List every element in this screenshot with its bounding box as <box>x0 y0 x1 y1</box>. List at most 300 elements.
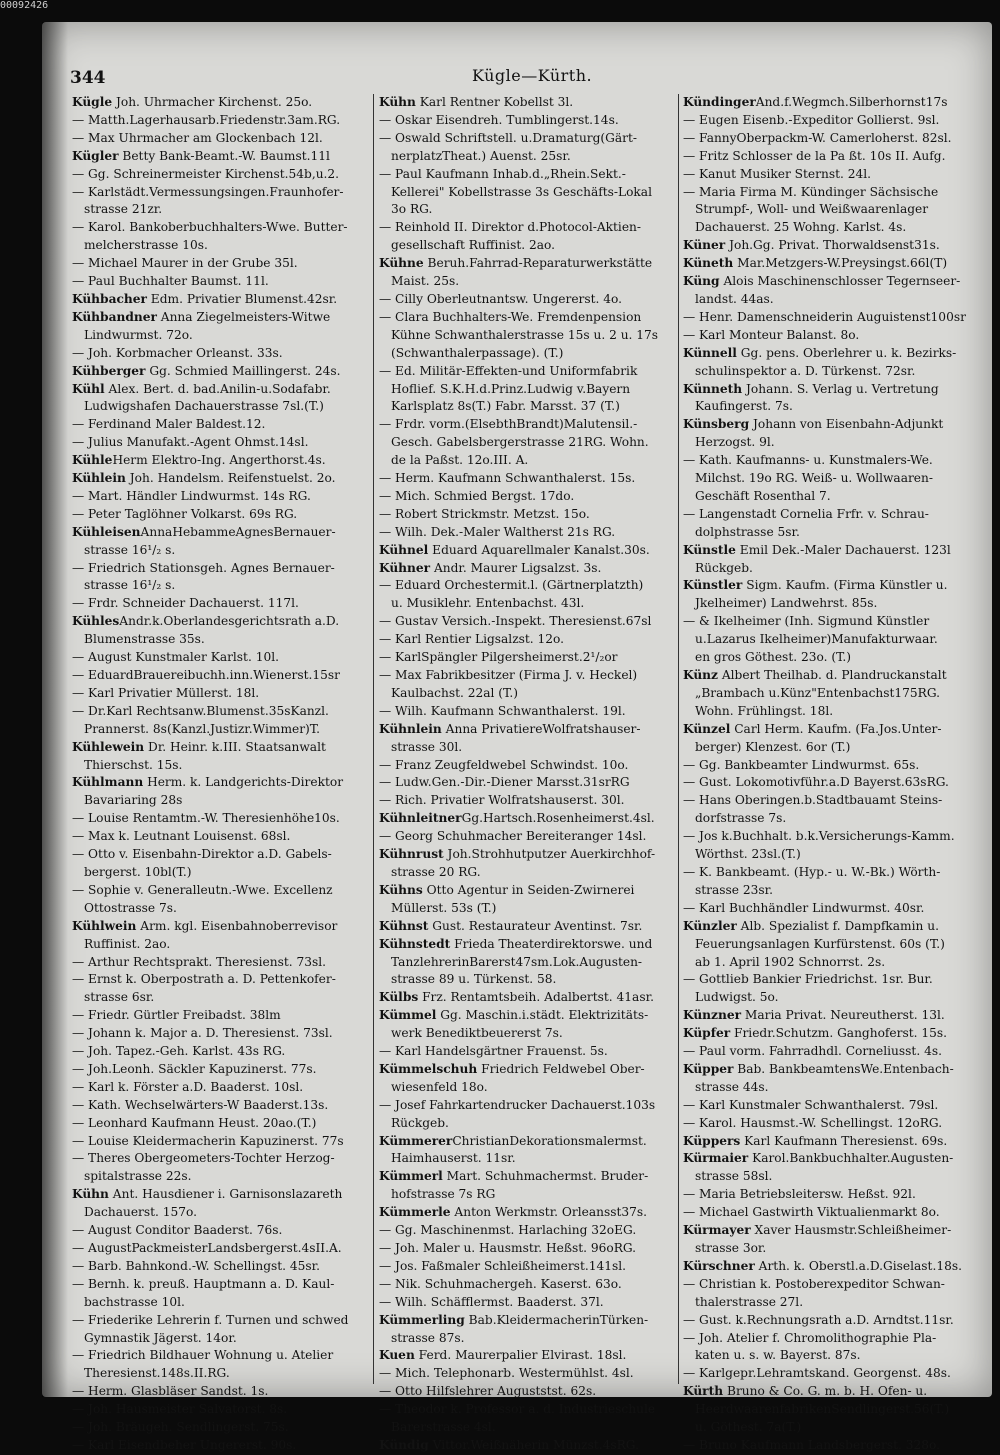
entry-text: — Mich. Telephonarb. Westermühlst. 4sl. <box>379 1366 634 1381</box>
entry-continuation <box>72 542 372 560</box>
entry-text: strasse 16¹/₂ s. <box>84 578 176 593</box>
entry-text: ChristianDekorationsmalermst. <box>452 1133 647 1148</box>
directory-entry <box>72 524 372 542</box>
entry-text: hofstrasse 7s RG <box>391 1187 496 1202</box>
entry-text: Theresienst.148s.II.RG. <box>84 1366 230 1381</box>
directory-entry <box>379 989 679 1007</box>
entry-text: Ant. Hausdiener i. Garnisonslazareth <box>108 1187 343 1202</box>
entry-continuation <box>72 201 372 219</box>
surname: Kühn <box>72 1187 109 1202</box>
entry-text: — Joh. Tapez.-Geh. Karlst. 43s RG. <box>72 1044 286 1059</box>
directory-page <box>42 22 992 1452</box>
entry-text: — Gust. k.Rechnungsrath a.D. Arndtst.11sr. <box>683 1312 954 1327</box>
entry-text: Kaufingerst. 7s. <box>695 399 793 414</box>
directory-entry <box>683 918 993 936</box>
directory-entry <box>379 1437 679 1455</box>
entry-text: Kühne Schwanthalerstrasse 15s u. 2 u. 17s <box>391 327 659 342</box>
page-number: 344 <box>70 68 106 88</box>
entry-continuation <box>683 560 993 578</box>
entry-text: Dachauerst. 25 Wohng. Karlst. 4s. <box>695 220 907 235</box>
surname: Kühlwein <box>72 918 137 933</box>
entry-text: strasse 87s. <box>391 1330 465 1345</box>
sub-entry <box>72 810 372 828</box>
entry-text: — Gg. Schreinermeister Kirchenst.54b,u.2. <box>72 166 340 181</box>
sub-entry <box>72 1115 372 1133</box>
surname: Kühn <box>379 95 416 109</box>
entry-text: — Sophie v. Generalleutn.-Wwe. Excellenz <box>72 882 333 897</box>
directory-entry <box>72 363 372 381</box>
entry-text: — Wilh. Dek.-Maler Waltherst 21s RG. <box>379 524 616 539</box>
column-2 <box>379 94 679 1452</box>
sub-entry <box>683 613 993 631</box>
entry-text: Barerstrasse 4sl. <box>391 1420 496 1435</box>
sub-entry <box>379 506 679 524</box>
entry-text: — August Conditor Baaderst. 76s. <box>72 1223 283 1238</box>
entry-text: gesellschaft Ruffinist. 2ao. <box>391 238 556 253</box>
sub-entry <box>72 488 372 506</box>
entry-text: strasse 6sr. <box>84 990 155 1005</box>
entry-text: — Joh.Leonh. Säckler Kapuzinerst. 77s. <box>72 1061 317 1076</box>
entry-text: — August Kunstmaler Karlst. 10l. <box>72 650 279 665</box>
sub-entry <box>72 1097 372 1115</box>
directory-entry <box>72 613 372 631</box>
entry-continuation <box>379 381 679 399</box>
entry-text: Gg. pens. Oberlehrer u. k. Bezirks- <box>736 345 957 360</box>
sub-entry <box>379 1294 679 1312</box>
surname: Küner <box>683 238 726 253</box>
entry-text: Karol.Bankbuchhalter.Augusten- <box>748 1151 954 1166</box>
directory-entry <box>683 1258 993 1276</box>
entry-continuation <box>683 434 993 452</box>
entry-text: thalerstrasse 27l. <box>695 1294 804 1309</box>
sub-entry <box>72 882 372 900</box>
sub-entry <box>683 900 993 918</box>
surname: Kühnlein <box>379 721 442 736</box>
entry-text: — Barb. Bahnkond.-W. Schellingst. 45sr. <box>72 1258 321 1273</box>
entry-text: Arm. kgl. Eisenbahnoberrevisor <box>136 918 338 933</box>
entry-text: — Louise Rentamtm.-W. Theresienhöhe10s. <box>72 811 340 826</box>
entry-text: — Joh. Bräugeh. Sendlingerst. 75s. <box>72 1420 289 1435</box>
entry-text: (Schwanthalerpassage). (T.) <box>391 345 564 360</box>
entry-text: Wörthst. 23sl.(T.) <box>695 847 801 862</box>
entry-text: Emil Dek.-Maler Dachauerst. 123l <box>735 542 951 557</box>
entry-text: — Otto Hilfslehrer Auguststst. 62s. <box>379 1384 597 1399</box>
directory-entry <box>379 1204 679 1222</box>
entry-text: Arth. k. Oberstl.a.D.Giselast.18s. <box>754 1258 962 1273</box>
entry-text: bergerst. 10bl(T.) <box>84 864 192 879</box>
binding-shadow <box>42 22 68 1397</box>
sub-entry <box>72 703 372 721</box>
entry-text: — Georg Schuhmacher Bereiteranger 14sl. <box>379 829 647 844</box>
sub-entry <box>72 1383 372 1401</box>
sub-entry <box>379 1043 679 1061</box>
sub-entry <box>379 1258 679 1276</box>
sub-entry <box>72 1347 372 1365</box>
directory-entry <box>683 416 993 434</box>
directory-entry <box>683 721 993 739</box>
entry-text: — Karl k. Förster a.D. Baaderst. 10sl. <box>72 1079 304 1094</box>
entry-text: — Mart. Händler Lindwurmst. 14s RG. <box>72 488 311 503</box>
entry-text: Gesch. Gabelsbergerstrasse 21RG. Wohn. <box>391 435 649 450</box>
entry-text: — Michael Maurer in der Grube 35l. <box>72 256 298 271</box>
entry-text: Anton Werkmstr. Orleansst37s. <box>450 1205 648 1220</box>
sub-entry <box>683 1330 993 1348</box>
entry-text: — Theodor k. Professor a. d. Industrieschule <box>379 1402 656 1417</box>
entry-text: — Karol. Hausmst.-W. Schellingst. 12oRG. <box>683 1115 943 1130</box>
entry-text: — Ernst k. Oberpostrath a. D. Pettenkofer- <box>72 972 336 987</box>
entry-continuation <box>379 739 679 757</box>
entry-continuation <box>379 327 679 345</box>
entry-text: — FannyOberpackm-W. Camerloherst. 82sl. <box>683 130 952 145</box>
sub-entry <box>72 685 372 703</box>
directory-entry <box>683 1061 993 1079</box>
entry-continuation <box>683 398 993 416</box>
entry-text: — Karl Privatier Müllerst. 18l. <box>72 685 260 700</box>
entry-text: — Nik. Schuhmachergeh. Kaserst. 63o. <box>379 1276 622 1291</box>
sub-entry <box>379 649 679 667</box>
entry-text: Rückgeb. <box>695 560 753 575</box>
entry-text: Jkelheimer) Landwehrst. 85s. <box>695 596 878 611</box>
entry-text: de la Paßst. 12o.III. A. <box>391 453 529 468</box>
entry-text: Dr. Heinr. k.III. Staatsanwalt <box>144 739 326 754</box>
surname: Küng <box>683 274 720 289</box>
entry-text: Karl Rentner Kobellst 3l. <box>415 95 574 109</box>
entry-text: Maist. 25s. <box>391 274 460 289</box>
directory-entry <box>379 936 679 954</box>
sub-entry <box>72 667 372 685</box>
directory-entry <box>683 1007 993 1025</box>
sub-entry <box>72 1401 372 1419</box>
entry-text: — Theres Obergeometers-Tochter Herzog- <box>72 1151 335 1166</box>
entry-text: — Hans Oberingen.b.Stadtbauamt Steins- <box>683 793 943 808</box>
surname: Kühne <box>379 256 424 271</box>
sub-entry <box>72 166 372 184</box>
surname: Kümmelschuh <box>379 1061 478 1076</box>
entry-continuation <box>379 1079 679 1097</box>
surname: Külbs <box>379 990 419 1005</box>
directory-entry <box>683 94 993 112</box>
surname: Künneth <box>683 381 743 396</box>
surname: Küpfer <box>683 1026 731 1041</box>
directory-entry <box>683 1383 993 1401</box>
directory-entry <box>72 291 372 309</box>
entry-continuation <box>72 936 372 954</box>
entry-text: — Henr. Damenschneiderin Auguistenst100sr <box>683 309 966 324</box>
sub-entry <box>72 1240 372 1258</box>
sub-entry <box>683 1437 993 1455</box>
entry-text: Joh. Uhrmacher Kirchenst. 25o. <box>112 95 313 109</box>
entry-continuation <box>683 703 993 721</box>
entry-text: Gg.Hartsch.Rosenheimerst.4sl. <box>461 811 655 826</box>
entry-text: Vittor.Weißnäherin Münzst.4sRG. <box>428 1437 639 1452</box>
entry-text: Hoflief. S.K.H.d.Prinz.Ludwig v.Bayern <box>391 381 631 396</box>
entry-text: ab 1. April 1902 Schnorrst. 2s. <box>695 954 886 969</box>
entry-text: strasse 16¹/₂ s. <box>84 542 176 557</box>
directory-entry <box>72 1186 372 1204</box>
surname: Kühbacher <box>72 291 147 306</box>
sub-entry <box>683 757 993 775</box>
entry-text: Gust. Restaurateur Aventinst. 7sr. <box>428 918 643 933</box>
entry-text: — Herm. Glasbläser Sandst. 1s. <box>72 1384 269 1399</box>
sub-entry <box>379 470 679 488</box>
entry-text: Alex. Bert. d. bad.Anilin-u.Sodafabr. <box>104 381 331 396</box>
directory-entry <box>683 1150 993 1168</box>
sub-entry <box>379 524 679 542</box>
surname: Kühbandner <box>72 309 157 324</box>
sub-entry <box>72 595 372 613</box>
sub-entry <box>379 577 679 595</box>
entry-text: — Bernh. k. preuß. Hauptmann a. D. Kaul- <box>72 1276 335 1291</box>
entry-text: — Clara Buchhalters-We. Fremdenpension <box>379 309 642 324</box>
entry-text: strasse 44s. <box>695 1079 769 1094</box>
sub-entry <box>72 1222 372 1240</box>
sub-entry <box>72 1061 372 1079</box>
sub-entry <box>72 219 372 237</box>
entry-continuation <box>379 398 679 416</box>
surname: Kümmel <box>379 1008 437 1023</box>
entry-text: — Karl Monteur Balanst. 8o. <box>683 327 860 342</box>
entry-text: — K. Bankbeamt. (Hyp.- u. W.-Bk.) Wörth- <box>683 864 941 879</box>
entry-text: — Wilh. Schäfflermst. Baaderst. 37l. <box>379 1294 604 1309</box>
entry-continuation <box>72 237 372 255</box>
entry-text: Rückgeb. <box>391 1115 449 1130</box>
sub-entry <box>72 506 372 524</box>
entry-text: — & Ikelheimer (Inh. Sigmund Künstler <box>683 614 930 629</box>
directory-entry <box>72 148 372 166</box>
sub-entry <box>683 1276 993 1294</box>
entry-continuation <box>379 1186 679 1204</box>
entry-continuation <box>72 900 372 918</box>
entry-text: — Gottlieb Bankier Friedrichst. 1sr. Bur. <box>683 972 933 987</box>
entry-continuation <box>72 1330 372 1348</box>
entry-text: Ottostrasse 7s. <box>84 900 177 915</box>
sub-entry <box>72 1025 372 1043</box>
directory-entry <box>683 667 993 685</box>
entry-text: schulinspektor a. D. Türkenst. 72sr. <box>695 363 916 378</box>
entry-text: Mart. Schuhmachermst. Bruder- <box>442 1169 649 1184</box>
sub-entry <box>379 631 679 649</box>
entry-text: dorfstrasse 7s. <box>695 811 787 826</box>
entry-text: Otto Agentur in Seiden-Zwirnerei <box>422 882 635 897</box>
sub-entry <box>379 792 679 810</box>
entry-text: — Frdr. vorm.(ElsebthBrandt)Malutensil.- <box>379 417 638 432</box>
entry-text: Strumpf-, Woll- und Weißwaarenlager <box>695 202 929 217</box>
sub-entry <box>72 255 372 273</box>
surname: Kühnrust <box>379 847 444 862</box>
entry-text: — Peter Taglöhner Volkarst. 69s RG. <box>72 506 298 521</box>
surname: Kühnstedt <box>379 936 451 951</box>
sub-entry <box>72 971 372 989</box>
running-head: Kügle—Kürth. <box>472 66 593 85</box>
entry-continuation <box>683 649 993 667</box>
entry-text: Ludwigshafen Dachauerstrasse 7sl.(T.) <box>84 399 324 414</box>
surname: Künz <box>683 668 718 682</box>
entry-text: — Herm. Kaufmann Schwanthalerst. 15s. <box>379 471 636 486</box>
sub-entry <box>683 1097 993 1115</box>
entry-text: — Max Fabrikbesitzer (Firma J. v. Heckel) <box>379 668 638 682</box>
entry-continuation <box>683 595 993 613</box>
entry-text: Wohn. Frühlingst. 18l. <box>695 703 834 718</box>
entry-text: TanzlehrerinBarerst47sm.Lok.Augusten- <box>391 954 643 969</box>
directory-entry <box>379 1347 679 1365</box>
entry-continuation <box>379 434 679 452</box>
entry-text: — Friederike Lehrerin f. Turnen und schwed <box>72 1312 349 1327</box>
entry-text: u. Musiklehr. Entenbachst. 43l. <box>391 596 585 611</box>
entry-continuation <box>683 1079 993 1097</box>
entry-text: — Gust. Lokomotivführ.a.D Bayerst.63sRG. <box>683 775 949 790</box>
sub-entry <box>72 846 372 864</box>
entry-continuation <box>379 864 679 882</box>
entry-text: — Frdr. Schneider Dachauerst. 117l. <box>72 596 299 611</box>
surname: Künnell <box>683 345 737 360</box>
sub-entry <box>72 828 372 846</box>
entry-text: Joh.Strohhutputzer Auerkirchhof- <box>443 847 656 862</box>
sub-entry <box>683 130 993 148</box>
sub-entry <box>379 613 679 631</box>
entry-text: Sigm. Kaufm. (Firma Künstler u. <box>742 578 948 593</box>
directory-entry <box>683 255 993 273</box>
sub-entry <box>379 1097 679 1115</box>
entry-text: Johann von Eisenbahn-Adjunkt <box>749 417 944 432</box>
entry-text: — Wilh. Kaufmann Schwanthalerst. 19l. <box>379 703 626 718</box>
sub-entry <box>683 112 993 130</box>
entry-text: — Friedrich Stationsgeh. Agnes Bernauer- <box>72 560 335 575</box>
sub-entry <box>683 971 993 989</box>
surname: Kühnst <box>379 918 429 933</box>
entry-continuation <box>72 757 372 775</box>
entry-text: — Eduard Orchestermit.l. (Gärtnerplatzth) <box>379 578 644 593</box>
sub-entry <box>379 488 679 506</box>
entry-continuation <box>379 345 679 363</box>
entry-continuation <box>72 327 372 345</box>
entry-continuation <box>379 595 679 613</box>
directory-entry <box>379 918 679 936</box>
entry-continuation <box>72 792 372 810</box>
surname: Kühlewein <box>72 739 145 754</box>
surname: Kürschner <box>683 1258 755 1273</box>
entry-continuation <box>683 1168 993 1186</box>
entry-text: strasse 3or. <box>695 1241 767 1255</box>
entry-text: — EduardBrauereibuchh.inn.Wienerst.15sr <box>72 668 340 682</box>
entry-continuation <box>72 989 372 1007</box>
directory-entry <box>72 918 372 936</box>
surname: Kügler <box>72 148 119 163</box>
sub-entry <box>683 1115 993 1133</box>
entry-continuation <box>683 1419 993 1437</box>
sub-entry <box>683 506 993 524</box>
surname: Kühleisen <box>72 524 141 539</box>
sub-entry <box>72 1133 372 1151</box>
sub-entry <box>72 112 372 130</box>
entry-continuation <box>683 810 993 828</box>
entry-continuation <box>379 237 679 255</box>
entry-text: Xaver Hausmstr.Schleißheimer- <box>750 1223 952 1238</box>
sub-entry <box>72 1419 372 1437</box>
entry-text: — Max Uhrmacher am Glockenbach 12l. <box>72 130 323 145</box>
sub-entry <box>72 1437 372 1455</box>
surname: Kümmerling <box>379 1312 465 1327</box>
entry-continuation <box>72 577 372 595</box>
entry-text: Alb. Spezialist f. Dampfkamin u. <box>736 918 939 933</box>
entry-text: — Kanut Musiker Sternst. 24l. <box>683 166 871 181</box>
sub-entry <box>379 1383 679 1401</box>
sub-entry <box>379 1365 679 1383</box>
entry-text: — Dr.Karl Rechtsanw.Blumenst.35sKanzl. <box>72 703 329 718</box>
entry-text: 3o RG. <box>391 202 433 217</box>
entry-continuation <box>683 739 993 757</box>
surname: Kühlmann <box>72 775 144 790</box>
entry-text: strasse 30l. <box>391 739 463 754</box>
entry-text: Carl Herm. Kaufm. (Fa.Jos.Unter- <box>730 721 942 736</box>
directory-entry <box>379 882 679 900</box>
sub-entry <box>72 416 372 434</box>
sub-entry <box>72 273 372 291</box>
directory-entry <box>379 721 679 739</box>
sub-entry <box>683 1312 993 1330</box>
entry-continuation <box>683 291 993 309</box>
directory-entry <box>379 846 679 864</box>
sub-entry <box>72 954 372 972</box>
sub-entry <box>72 1007 372 1025</box>
directory-entry <box>683 577 993 595</box>
entry-text: — Eugen Eisenb.-Expeditor Gollierst. 9sl. <box>683 112 940 127</box>
entry-continuation <box>72 721 372 739</box>
entry-continuation <box>379 273 679 291</box>
entry-text: Anna PrivatiereWolfratshauser- <box>441 721 641 736</box>
entry-continuation <box>72 1294 372 1312</box>
entry-text: Maria Privat. Neureutherst. 13l. <box>741 1008 945 1023</box>
surname: Kümmerle <box>379 1205 451 1220</box>
entry-continuation <box>683 882 993 900</box>
entry-text: Kellerei" Kobellstrasse 3s Geschäfts-Lokal <box>391 184 652 199</box>
entry-text: Andr.k.Oberlandesgerichtsrath a.D. <box>119 614 340 629</box>
sub-entry <box>379 130 679 148</box>
entry-text: — Karl Eisendbeher Ungererst. 90s. <box>72 1437 297 1452</box>
entry-text: Ruffinist. 2ao. <box>84 936 171 951</box>
entry-text: — AugustPackmeisterLandsbergerst.4sII.A. <box>72 1241 342 1255</box>
directory-entry <box>683 1222 993 1240</box>
directory-entry <box>379 542 679 560</box>
sub-entry <box>72 434 372 452</box>
entry-text: — Kath. Kaufmanns- u. Kunstmalers-We. <box>683 453 933 468</box>
sub-entry <box>379 416 679 434</box>
entry-text: — Joh. Hausmeister Salvatorst. 8s. <box>72 1402 288 1417</box>
entry-text: Beruh.Fahrrad-Reparaturwerkstätte <box>423 256 653 271</box>
sub-entry <box>683 452 993 470</box>
directory-entry <box>683 1025 993 1043</box>
directory-entry <box>72 739 372 757</box>
sub-entry <box>379 112 679 130</box>
entry-continuation <box>683 631 993 649</box>
entry-text: Bab. BankbeamtensWe.Entenbach- <box>733 1061 954 1076</box>
entry-text: u.Lazarus Ikelheimer)Manufakturwaar. <box>695 632 938 647</box>
directory-entry <box>72 452 372 470</box>
entry-continuation <box>683 1294 993 1312</box>
directory-entry <box>72 381 372 399</box>
sub-entry <box>72 649 372 667</box>
entry-continuation <box>379 971 679 989</box>
entry-text: — Fritz Schlosser de la Pa ßt. 10s II. Aufg. <box>683 148 946 163</box>
directory-entry <box>683 542 993 560</box>
entry-text: Milchst. 19o RG. Weiß- u. Wollwaaren- <box>695 471 933 486</box>
entry-text: werk Benediktbeuererst 7s. <box>391 1026 563 1041</box>
surname: Kürth <box>683 1384 724 1399</box>
entry-continuation <box>683 685 993 703</box>
entry-text: katen u. s. w. Bayerst. 87s. <box>695 1348 861 1363</box>
entry-continuation <box>379 1419 679 1437</box>
sub-entry <box>683 1186 993 1204</box>
entry-text: u. Göthest. 7a(T.) <box>695 1420 802 1435</box>
